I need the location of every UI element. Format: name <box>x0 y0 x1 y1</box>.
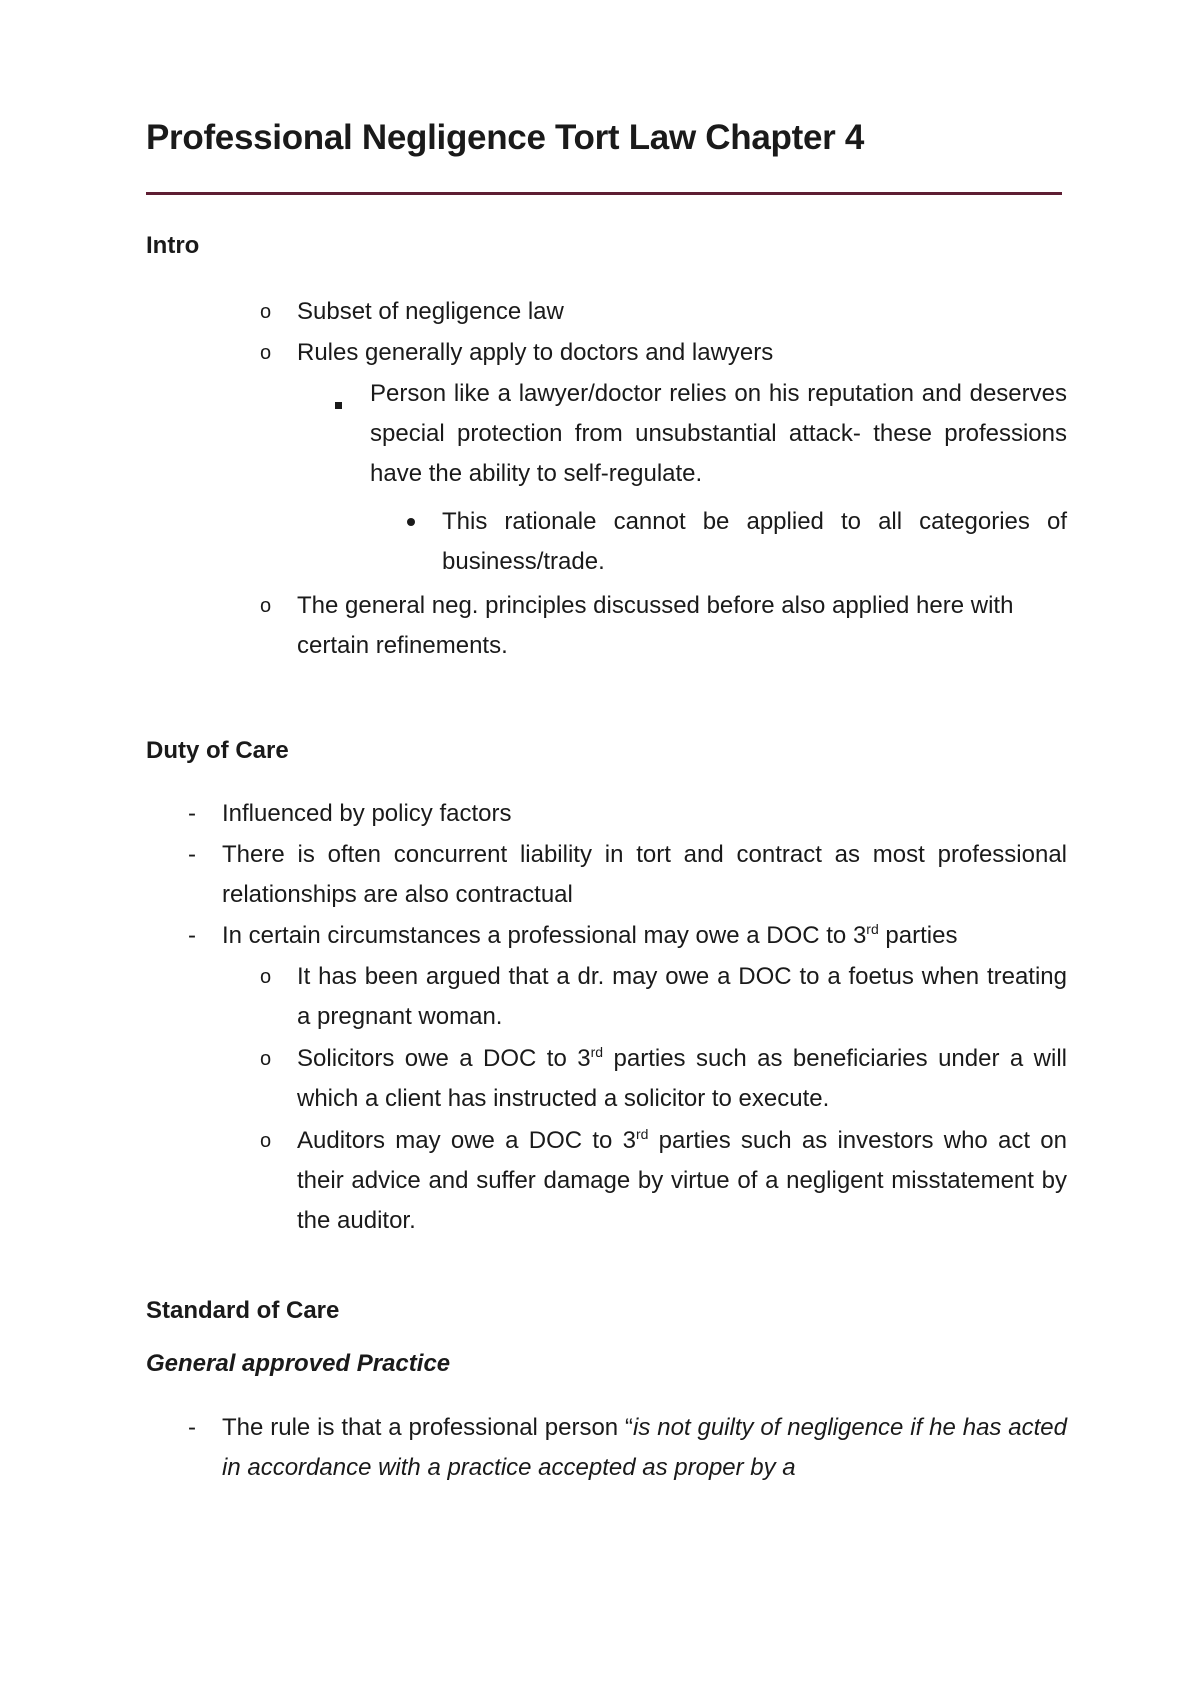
list-item: Rules generally apply to doctors and lawyers <box>297 339 774 366</box>
circle-bullet-icon: o <box>260 1130 272 1152</box>
rule-quote: is not guilty of negligence if he has acted in accordance with a practice accepted as proper by a <box>222 1414 1068 1481</box>
list-item: The general neg. principles discussed before also applied here with certain refinements. <box>297 592 1014 659</box>
dash-bullet-icon: - <box>188 922 196 949</box>
circle-bullet-icon: o <box>260 1048 272 1070</box>
list-item: There is often concurrent liability in tort and contract as most professional relationships are also contractual <box>222 841 1067 908</box>
list-item: It has been argued that a dr. may owe a DOC to a foetus when treating a pregnant woman. <box>297 963 1067 1030</box>
duty-item-solicitors: Solicitors owe a DOC to 3rd parties such as beneficiaries under a will which a client has instructed a solicitor to execute. <box>297 1044 1068 1112</box>
dash-bullet-icon: - <box>188 841 196 868</box>
list-item: Person like a lawyer/doctor relies on his reputation and deserves special protection from unsubstantial attack- these professions have the ability to self-regulate. <box>370 380 1067 487</box>
title-underline <box>146 192 1062 195</box>
circle-bullet-icon: o <box>260 966 272 988</box>
rule-prefix: The rule is that a professional person “ <box>222 1414 634 1441</box>
heading-duty-of-care: Duty of Care <box>146 737 289 764</box>
subheading-general-approved-practice: General approved Practice <box>146 1350 451 1377</box>
dash-bullet-icon: - <box>188 800 196 827</box>
list-item-rule <box>222 1408 1067 1488</box>
square-bullet-icon <box>335 402 342 409</box>
dash-bullet-icon: - <box>188 1414 196 1441</box>
list-item-rich <box>297 1121 1067 1241</box>
circle-bullet-icon: o <box>260 342 272 364</box>
circle-bullet-icon: o <box>260 301 272 323</box>
heading-intro: Intro <box>146 232 200 259</box>
duty-item-3rd-parties: In certain circumstances a professional may owe a DOC to 3rd parties <box>222 921 958 949</box>
duty-item-auditors: Auditors may owe a DOC to 3rd parties such as investors who act on their advice and suffer damage by virtue of a negligent misstatement by the auditor. <box>297 1126 1067 1234</box>
circle-bullet-icon: o <box>260 595 272 617</box>
dot-bullet-icon <box>407 518 415 526</box>
list-item-rich <box>297 1039 1067 1119</box>
list-item: Subset of negligence law <box>297 298 564 325</box>
list-item-rich <box>222 916 1082 956</box>
list-item: Influenced by policy factors <box>222 800 512 827</box>
document-title: Professional Negligence Tort Law Chapter 4 <box>146 118 865 157</box>
heading-standard-of-care: Standard of Care <box>146 1297 340 1324</box>
list-item: This rationale cannot be applied to all categories of business/trade. <box>442 508 1067 575</box>
